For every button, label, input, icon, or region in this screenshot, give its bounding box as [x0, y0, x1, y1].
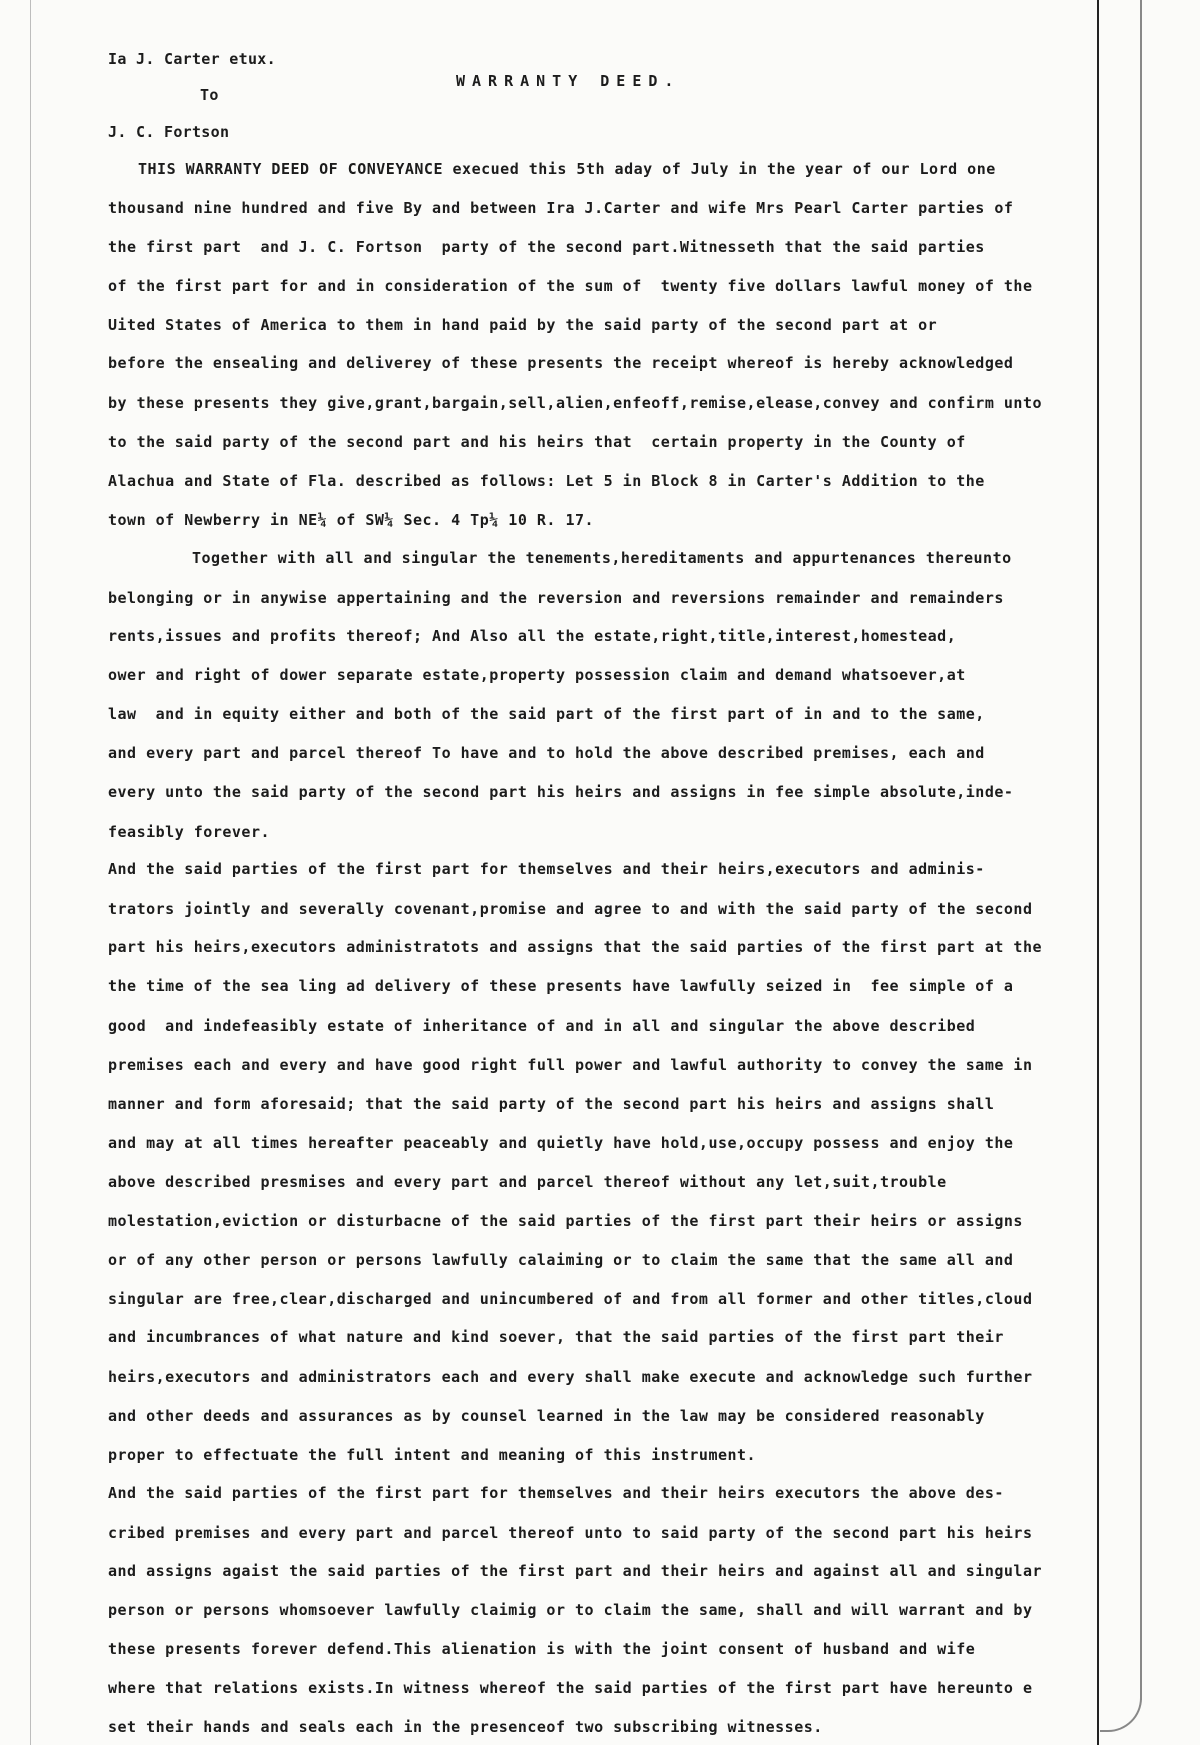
deed-text-line: thousand nine hundred and five By and between Ira J.Carter and wife Mrs Pearl Carter parties of — [108, 199, 1014, 217]
deed-text-line: singular are free,clear,discharged and unincumbered of and from all former and other titles,cloud — [108, 1290, 1033, 1308]
left-margin-line — [30, 0, 31, 1745]
deed-text-line: manner and form aforesaid; that the said party of the second part his heirs and assigns shall — [108, 1095, 995, 1113]
grantor-heading: Ia J. Carter etux. — [108, 50, 276, 68]
deed-text-line: good and indefeasibly estate of inheritance of and in all and singular the above described — [108, 1017, 976, 1035]
grantee-heading: J. C. Fortson — [108, 123, 230, 141]
deed-text-line: and may at all times hereafter peaceably and quietly have hold,use,occupy possess and enjoy the — [108, 1134, 1014, 1152]
deed-text-line: molestation,eviction or disturbacne of the said parties of the first part their heirs or assigns — [108, 1212, 1023, 1230]
deed-text-line: to the said party of the second part and his heirs that certain property in the County of — [108, 433, 966, 451]
deed-text-line: And the said parties of the first part for themselves and their heirs,executors and adminis- — [108, 860, 985, 878]
deed-text-line: the time of the sea ling ad delivery of these presents have lawfully seized in fee simple of a — [108, 977, 1014, 995]
deed-text-line: of the first part for and in consideration of the sum of twenty five dollars lawful money of the — [108, 277, 1033, 295]
deed-text-line: and every part and parcel thereof To have and to hold the above described premises, each and — [108, 744, 985, 762]
deed-text-line: THIS WARRANTY DEED OF CONVEYANCE execued this 5th aday of July in the year of our Lord one — [138, 160, 996, 178]
deed-text-line: town of Newberry in NE¼ of SW¼ Sec. 4 Tp¼ 10 R. 17. — [108, 511, 595, 529]
deed-text-line: ower and right of dower separate estate,property possession claim and demand whatsoever,at — [108, 666, 966, 684]
deed-text-line: and assigns agaist the said parties of the first part and their heirs and against all and singular — [108, 1562, 1043, 1580]
deed-text-line: Uited States of America to them in hand paid by the said party of the second part at or — [108, 316, 938, 334]
deed-text-line: cribed premises and every part and parcel thereof unto to said party of the second part his heirs — [108, 1524, 1033, 1542]
deed-text-line: trators jointly and severally covenant,promise and agree to and with the said party of the second — [108, 900, 1033, 918]
outer-page-edge — [1140, 0, 1142, 1700]
deed-text-line: or of any other person or persons lawfully calaiming or to claim the same that the same all and — [108, 1251, 1014, 1269]
deed-text-line: rents,issues and profits thereof; And Also all the estate,right,title,interest,homestead, — [108, 627, 957, 645]
deed-text-line: feasibly forever. — [108, 823, 271, 841]
deed-text-line: where that relations exists.In witness whereof the said parties of the first part have hereunto e — [108, 1679, 1033, 1697]
deed-text-line: law and in equity either and both of the said part of the first part of in and to the same, — [108, 705, 985, 723]
deed-text-line: every unto the said party of the second part his heirs and assigns in fee simple absolute,inde- — [108, 783, 1014, 801]
deed-text-line: Together with all and singular the tenements,hereditaments and appurtenances thereunto — [192, 549, 1012, 567]
deed-text-line: and incumbrances of what nature and kind soever, that the said parties of the first part their — [108, 1328, 1004, 1346]
deed-text-line: above described presmises and every part and parcel thereof without any let,suit,trouble — [108, 1173, 947, 1191]
deed-text-line: proper to effectuate the full intent and meaning of this instrument. — [108, 1446, 757, 1464]
deed-text-line: before the ensealing and deliverey of these presents the receipt whereof is hereby acknowledged — [108, 354, 1014, 372]
deed-text-line: person or persons whomsoever lawfully claimig or to claim the same, shall and will warrant and by — [108, 1601, 1033, 1619]
document-title: WARRANTY DEED. — [456, 72, 681, 90]
deed-text-line: set their hands and seals each in the presenceof two subscribing witnesses. — [108, 1718, 823, 1736]
deed-text-line: heirs,executors and administrators each and every shall make execute and acknowledge such further — [108, 1368, 1033, 1386]
deed-text-line: And the said parties of the first part for themselves and their heirs executors the above des- — [108, 1484, 1004, 1502]
to-heading: To — [200, 86, 219, 104]
deed-text-line: belonging or in anywise appertaining and the reversion and reversions remainder and remainders — [108, 589, 1004, 607]
deed-text-line: part his heirs,executors administratots and assigns that the said parties of the first part at the — [108, 938, 1043, 956]
deed-text-line: the first part and J. C. Fortson party of the second part.Witnesseth that the said parties — [108, 238, 985, 256]
deed-text-line: by these presents they give,grant,bargain,sell,alien,enfeoff,remise,elease,convey and confirm unto — [108, 394, 1043, 412]
deed-text-line: Alachua and State of Fla. described as follows: Let 5 in Block 8 in Carter's Addition to the — [108, 472, 985, 490]
deed-text-line: and other deeds and assurances as by counsel learned in the law may be considered reasonably — [108, 1407, 985, 1425]
deed-text-line: these presents forever defend.This alienation is with the joint consent of husband and wife — [108, 1640, 976, 1658]
deed-text-line: premises each and every and have good right full power and lawful authority to convey the same in — [108, 1056, 1033, 1074]
